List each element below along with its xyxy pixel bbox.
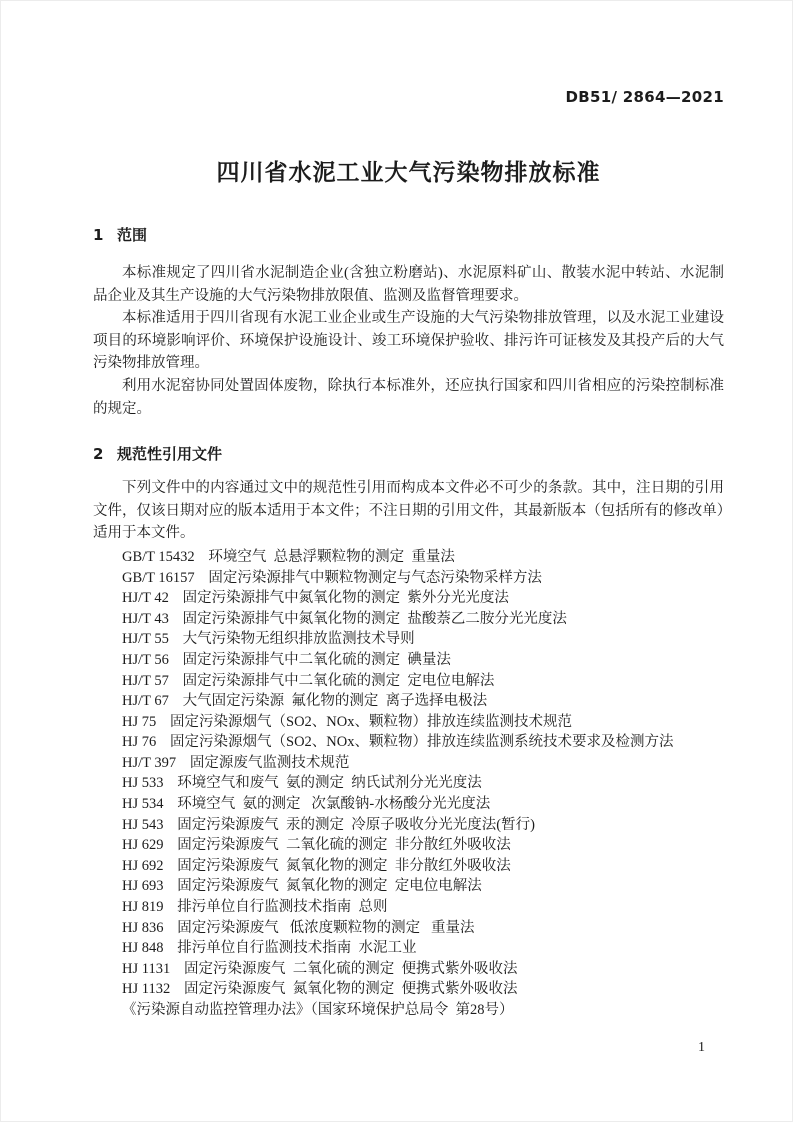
reference-title: 大气污染物无组织排放监测技术导则 — [182, 631, 415, 648]
reference-code: HJ/T 42 — [122, 590, 169, 607]
section-scope — [93, 225, 724, 420]
reference-title: 大气固定污染源 氟化物的测定 离子选择电极法 — [182, 693, 488, 710]
section-references-number: 2 — [93, 445, 104, 464]
reference-title: 固定污染源废气 氮氧化物的测定 非分散红外吸收法 — [177, 857, 511, 874]
reference-code: HJ 692 — [122, 857, 164, 874]
reference-code: HJ 693 — [122, 878, 164, 895]
reference-title: 环境空气 氨的测定 次氯酸钠-水杨酸分光光度法 — [177, 796, 491, 813]
reference-title: 固定污染源排气中二氧化硫的测定 定电位电解法 — [182, 672, 495, 689]
scope-paragraphs — [93, 262, 724, 420]
section-references-title: 规范性引用文件 — [116, 445, 222, 464]
section-scope-title: 范围 — [116, 226, 147, 244]
reference-code: HJ/T 56 — [122, 651, 169, 668]
reference-title: 环境空气和废气 氨的测定 纳氏试剂分光光度法 — [177, 775, 482, 792]
reference-code: HJ/T 55 — [122, 631, 169, 648]
reference-item — [122, 691, 724, 712]
reference-code: HJ 819 — [122, 899, 164, 916]
reference-item — [122, 712, 724, 733]
paragraph: 本标准规定了四川省水泥制造企业(含独立粉磨站)、水泥原料矿山、散装水泥中转站、水泥制品企业及其生产设施的大气污染物排放限值、监测及监督管理要求。 — [93, 265, 724, 304]
reference-code: HJ 1131 — [122, 960, 171, 977]
reference-item — [122, 588, 724, 609]
reference-title: 固定污染源废气 氮氧化物的测定 定电位电解法 — [177, 878, 482, 895]
reference-title: 排污单位自行监测技术指南 水泥工业 — [177, 940, 417, 957]
reference-list — [93, 547, 724, 1021]
reference-title: 固定污染源排气中颗粒物测定与气态污染物采样方法 — [208, 569, 542, 586]
page-title: 四川省水泥工业大气污染物排放标准 — [216, 160, 601, 186]
reference-title: 固定污染源烟气（SO2、NOx、颗粒物）排放连续监测系统技术要求及检测方法 — [170, 734, 674, 751]
reference-title: 固定污染源排气中二氧化硫的测定 碘量法 — [182, 651, 451, 668]
references-intro-wrap — [93, 477, 724, 545]
reference-title: 《污染源自动监控管理办法》（国家环境保护总局令 第28号） — [122, 1002, 514, 1018]
reference-item — [122, 568, 724, 589]
reference-code: HJ 533 — [122, 775, 164, 792]
reference-title: 固定源废气监测技术规范 — [189, 754, 350, 771]
reference-item — [122, 773, 724, 794]
reference-item — [122, 609, 724, 630]
reference-code: HJ 76 — [122, 734, 157, 751]
page-number: 1 — [698, 1040, 705, 1055]
reference-item — [122, 897, 724, 918]
section-scope-number: 1 — [93, 226, 104, 244]
section-scope-heading — [93, 225, 724, 245]
reference-item — [122, 856, 724, 877]
doc-code: DB51/ 2864—2021 — [565, 88, 724, 106]
reference-title: 固定污染源废气 二氧化硫的测定 便携式紫外吸收法 — [183, 960, 518, 977]
reference-title: 固定污染源废气 二氧化硫的测定 非分散红外吸收法 — [177, 837, 511, 854]
reference-item — [122, 732, 724, 753]
reference-item — [122, 835, 724, 856]
reference-code: HJ/T 397 — [122, 754, 177, 771]
reference-title: 固定污染源废气 低浓度颗粒物的测定 重量法 — [177, 919, 475, 936]
reference-code: HJ 543 — [122, 816, 164, 833]
reference-item — [122, 959, 724, 980]
paragraph: 利用水泥窑协同处置固体废物，除执行本标准外，还应执行国家和四川省相应的污染控制标准的规定。 — [93, 377, 724, 417]
reference-title: 环境空气 总悬浮颗粒物的测定 重量法 — [208, 548, 455, 565]
reference-code: HJ 836 — [122, 919, 164, 936]
references-intro: 下列文件中的内容通过文中的规范性引用而构成本文件必不可少的条款。其中，注日期的引用文件，仅该日期对应的版本适用于本文件；不注日期的引用文件，其最新版本（包括所有的修改单）适用于本文件。 — [93, 480, 724, 542]
reference-title: 排污单位自行监测技术指南 总则 — [177, 899, 388, 916]
reference-item — [122, 918, 724, 939]
reference-item — [122, 629, 724, 650]
reference-item — [122, 1000, 724, 1021]
reference-code: HJ 534 — [122, 796, 164, 813]
reference-code: GB/T 16157 — [122, 569, 195, 586]
reference-item — [122, 794, 724, 815]
reference-title: 固定污染源排气中氮氧化物的测定 紫外分光光度法 — [182, 590, 509, 607]
reference-code: HJ/T 57 — [122, 672, 169, 689]
paragraph: 本标准适用于四川省现有水泥工业企业或生产设施的大气污染物排放管理，以及水泥工业建设项目的环境影响评价、环境保护设施设计、竣工环境保护验收、排污许可证核发及其投产后的大气污染物排放管理。 — [93, 310, 724, 372]
reference-item — [122, 876, 724, 897]
reference-code: HJ 629 — [122, 837, 164, 854]
reference-code: HJ/T 67 — [122, 693, 169, 710]
reference-item — [122, 753, 724, 774]
reference-title: 固定污染源废气 氮氧化物的测定 便携式紫外吸收法 — [183, 981, 518, 998]
reference-title: 固定污染源废气 汞的测定 冷原子吸收分光光度法(暂行) — [177, 816, 535, 833]
section-references-heading — [93, 444, 724, 464]
reference-item — [122, 938, 724, 959]
reference-item — [122, 650, 724, 671]
reference-code: HJ/T 43 — [122, 610, 169, 627]
reference-title: 固定污染源烟气（SO2、NOx、颗粒物）排放连续监测技术规范 — [170, 713, 572, 730]
reference-item — [122, 979, 724, 1000]
reference-item — [122, 815, 724, 836]
reference-code: HJ 75 — [122, 713, 157, 730]
section-references — [93, 444, 724, 1020]
reference-code: HJ 848 — [122, 940, 164, 957]
reference-item — [122, 547, 724, 568]
reference-code: GB/T 15432 — [122, 548, 195, 565]
reference-title: 固定污染源排气中氮氧化物的测定 盐酸萘乙二胺分光光度法 — [182, 610, 567, 627]
reference-item — [122, 671, 724, 692]
reference-code: HJ 1132 — [122, 981, 171, 998]
